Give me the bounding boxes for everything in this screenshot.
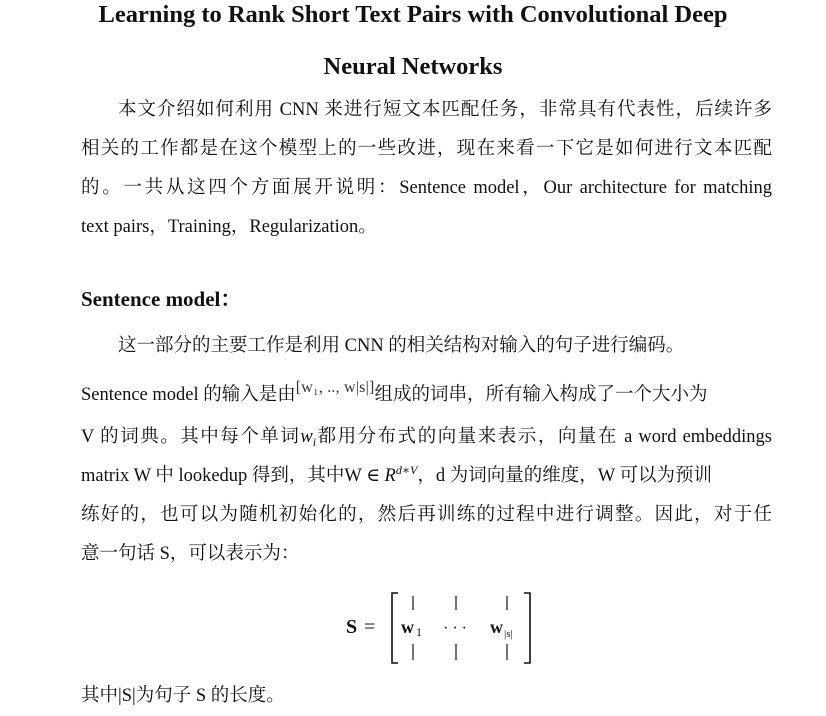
left-bracket: [392, 593, 398, 663]
body-line-4-post: ，d 为词向量的维度，W 可以为预训: [417, 466, 712, 486]
section-heading: Sentence model：: [81, 287, 242, 311]
col2-label: w: [490, 617, 503, 637]
real-space-symbol: R: [384, 466, 396, 486]
body-line-6: 意一句话 S，可以表示为：: [81, 544, 300, 564]
right-bracket: [524, 593, 530, 663]
real-space-superscript: d∗V: [395, 463, 418, 477]
matrix-svg: [344, 590, 544, 666]
word-variable-subscript: i: [312, 435, 317, 449]
body-line-5: 练好的，也可以为随机初始化的，然后再训练的过程中进行调整。因此，对于任: [81, 505, 772, 525]
intro-line-1: 本文介绍如何利用 CNN 来进行短文本匹配任务，非常具有代表性，后续许多: [118, 100, 772, 120]
col1-subscript: 1: [416, 625, 422, 639]
sentence-matrix-formula: [344, 590, 544, 666]
body-line-3-post: 都用分布式的向量来表示，向量在 a word embeddings: [316, 427, 772, 447]
intro-line-4: text pairs，Training，Regularization。: [81, 217, 377, 237]
page-title-line-2: Neural Networks: [323, 53, 503, 80]
body-line-3: [81, 428, 772, 447]
col1-label: w: [401, 617, 414, 637]
formula-dots: · · ·: [443, 620, 467, 637]
page-title-line-1: Learning to Rank Short Text Pairs with Convolutional Deep: [98, 1, 728, 28]
col2-subscript: |s|: [504, 628, 513, 640]
body-line-3-pre: V 的词典。其中每个单词: [81, 427, 301, 447]
intro-line-2: 相关的工作都是在这个模型上的一些改进，现在来看一下它是如何进行文本匹配: [81, 139, 772, 159]
body-line-4: [81, 463, 712, 486]
formula-lhs: S: [346, 616, 358, 638]
body-line-2-pre: Sentence model 的输入是由: [81, 385, 296, 405]
word-variable: w: [300, 427, 313, 447]
body-line-2: [81, 379, 708, 405]
formula-equals: =: [364, 616, 376, 638]
intro-line-3: 的。一共从这四个方面展开说明：Sentence model，Our architecture for matching: [81, 178, 772, 198]
body-line-2-post: 组成的词串，所有输入构成了一个大小为: [374, 385, 708, 405]
body-line-7: 其中|S|为句子 S 的长度。: [81, 686, 285, 706]
body-line-1: 这一部分的主要工作是利用 CNN 的相关结构对输入的句子进行编码。: [118, 336, 685, 356]
body-line-4-pre: matrix W 中 lookedup 得到，其中W ∈: [81, 466, 385, 486]
word-sequence-notation: [w₁, .., w|s|]: [295, 379, 375, 396]
